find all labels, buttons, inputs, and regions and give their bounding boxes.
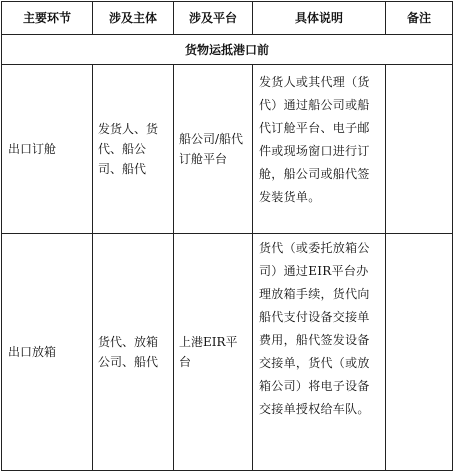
logistics-table: [1, 1, 453, 471]
header-note: 备注: [386, 2, 453, 35]
header-platform: 涉及平台: [174, 2, 253, 35]
parties-cell: 发货人、货代、船公司、船代: [93, 65, 174, 234]
note-cell: [386, 65, 453, 234]
table-row: [2, 234, 453, 471]
note-cell: [386, 234, 453, 471]
description-cell: 发货人或其代理（货代）通过船公司或船代订舱平台、电子邮件或现场窗口进行订舱，船公司或船代签发装货单。: [253, 65, 386, 234]
section-row: [2, 35, 453, 65]
platform-cell: 船公司/船代订舱平台: [174, 65, 253, 234]
header-stage: 主要环节: [2, 2, 93, 35]
header-row: [2, 2, 453, 35]
header-parties: 涉及主体: [93, 2, 174, 35]
stage-cell: 出口放箱: [2, 234, 93, 471]
section-title: 货物运抵港口前: [2, 35, 453, 65]
parties-cell: 货代、放箱公司、船代: [93, 234, 174, 471]
platform-cell: 上港EIR平台: [174, 234, 253, 471]
table-row: [2, 65, 453, 234]
description-cell: 货代（或委托放箱公司）通过EIR平台办理放箱手续，货代向船代支付设备交接单费用，船代签发设备交接单，货代（或放箱公司）将电子设备交接单授权给车队。: [253, 234, 386, 471]
header-description: 具体说明: [253, 2, 386, 35]
stage-cell: 出口订舱: [2, 65, 93, 234]
